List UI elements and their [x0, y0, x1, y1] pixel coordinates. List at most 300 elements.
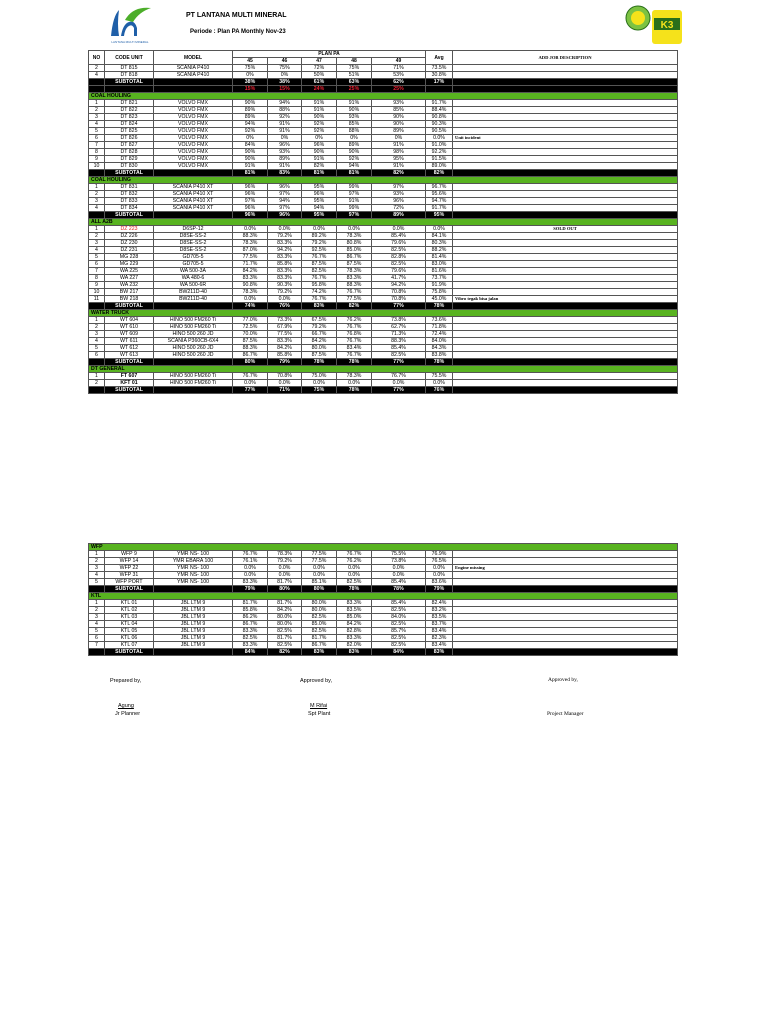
- table-row: [89, 324, 678, 331]
- cell-week-value: 85.1%: [302, 579, 337, 586]
- cell-code-unit: KTL 04: [105, 621, 154, 628]
- cell-week-value: 79.2%: [268, 233, 302, 240]
- table-row: [89, 142, 678, 149]
- cell-code-unit: WT 610: [105, 324, 154, 331]
- table-row: [89, 628, 678, 635]
- subtotal-label: SUBTOTAL: [105, 170, 154, 177]
- subtotal-value: 84%: [372, 649, 426, 656]
- cell-code-unit: KTL 03: [105, 614, 154, 621]
- table-row: [89, 579, 678, 586]
- cell-week-value: 90.3%: [268, 282, 302, 289]
- subtotal-avg: 78%: [426, 359, 453, 366]
- cell-week-value: 79.6%: [372, 268, 426, 275]
- cell-week-value: 83.3%: [268, 254, 302, 261]
- cell-no: 5: [89, 628, 105, 635]
- cell-week-value: 85.7%: [372, 628, 426, 635]
- cell-week-value: 79.2%: [268, 289, 302, 296]
- cell-avg: 91.7%: [426, 100, 453, 107]
- cell-week-value: 96%: [233, 205, 268, 212]
- cell-week-value: 86.7%: [302, 642, 337, 649]
- cell-model: VOLVO FMX: [154, 107, 233, 114]
- cell-week-value: 76.7%: [302, 296, 337, 303]
- cell-week-value: 89.2%: [302, 233, 337, 240]
- lantana-logo: [107, 6, 153, 46]
- cell-no: 2: [89, 65, 105, 72]
- cell-week-value: 86.7%: [337, 254, 372, 261]
- col-model: MODEL: [154, 51, 233, 65]
- cell-code-unit: DT 821: [105, 100, 154, 107]
- cell-model: D6SP-12: [154, 226, 233, 233]
- cell-week-value: 81.7%: [268, 579, 302, 586]
- cell-avg: 81.4%: [426, 254, 453, 261]
- section-header-row: [89, 593, 678, 600]
- cell-description: [453, 649, 678, 656]
- cell-description: [453, 156, 678, 163]
- cell-no: 3: [89, 114, 105, 121]
- section-label: COAL HOULING: [89, 93, 678, 100]
- table-row: [89, 635, 678, 642]
- cell-week-value: 91%: [268, 128, 302, 135]
- cell-week-value: 78.3%: [337, 233, 372, 240]
- cell-code-unit: WA 232: [105, 282, 154, 289]
- cell-description: Engine missing: [453, 565, 678, 572]
- cell-week-value: 85.0%: [337, 614, 372, 621]
- cell-week-value: 84.2%: [268, 607, 302, 614]
- cell-week-value: 88.3%: [372, 338, 426, 345]
- cell-week-value: 82.5%: [372, 607, 426, 614]
- cell-no: 1: [89, 184, 105, 191]
- cell-description: [453, 142, 678, 149]
- section-header-row: [89, 310, 678, 317]
- prepared-by-title: Jr Planner: [115, 711, 141, 717]
- table-row: [89, 275, 678, 282]
- cell-no: 1: [89, 100, 105, 107]
- cell-avg: 81.6%: [426, 268, 453, 275]
- cell-code-unit: DT 826: [105, 135, 154, 142]
- cell-week-value: 79.2%: [268, 558, 302, 565]
- cell-week-value: 96%: [233, 191, 268, 198]
- cell-week-value: 83.5%: [337, 607, 372, 614]
- cell-description: [453, 163, 678, 170]
- cell-week-value: 97%: [233, 198, 268, 205]
- cell-week-value: 75%: [233, 65, 268, 72]
- cell-week-value: 77.5%: [337, 296, 372, 303]
- subtotal-value: 83%: [302, 303, 337, 310]
- cell-model: YMR NS- 100: [154, 572, 233, 579]
- approved-by-label: Approved by,: [300, 678, 333, 684]
- cell-week-value: 76.7%: [337, 324, 372, 331]
- cell-no: [89, 212, 105, 219]
- cell-no: 11: [89, 296, 105, 303]
- cell-description: [453, 572, 678, 579]
- cell-code-unit: DZ 226: [105, 233, 154, 240]
- cell-description: [453, 86, 678, 93]
- cell-week-value: 94%: [302, 205, 337, 212]
- cell-description: [453, 324, 678, 331]
- cell-week-value: 75.5%: [372, 551, 426, 558]
- cell-avg: 45.0%: [426, 296, 453, 303]
- cell-week-value: 78.3%: [268, 551, 302, 558]
- cell-model: WA 500-6R: [154, 282, 233, 289]
- cell-week-value: 0%: [268, 135, 302, 142]
- cell-avg: 0.0%: [426, 226, 453, 233]
- subtotal-avg: 79%: [426, 586, 453, 593]
- cell-week-value: 94%: [268, 198, 302, 205]
- cell-no: [89, 303, 105, 310]
- cell-week-value: 89%: [337, 142, 372, 149]
- cell-no: [89, 586, 105, 593]
- cell-no: 7: [89, 642, 105, 649]
- cell-week-value: 78.3%: [233, 289, 268, 296]
- cell-week-value: 72%: [372, 205, 426, 212]
- subtotal-value: 78%: [302, 359, 337, 366]
- cell-week-value: 87.5%: [302, 352, 337, 359]
- cell-description: [453, 317, 678, 324]
- subtotal-avg: 83%: [426, 649, 453, 656]
- cell-model: SCANIA P410: [154, 65, 233, 72]
- cell-avg: 0.0%: [426, 572, 453, 579]
- cell-no: 6: [89, 635, 105, 642]
- cell-week-value: 62.7%: [372, 324, 426, 331]
- cell-week-value: 77.5%: [302, 551, 337, 558]
- cell-week-value: 85.4%: [372, 233, 426, 240]
- cell-model: JBL LTM 9: [154, 600, 233, 607]
- cell-week-value: 78.3%: [233, 240, 268, 247]
- cell-week-value: 99%: [337, 205, 372, 212]
- subtotal-value: 78%: [337, 359, 372, 366]
- cell-week-value: 72%: [302, 65, 337, 72]
- subtotal-value: 95%: [302, 212, 337, 219]
- cell-no: 5: [89, 579, 105, 586]
- section-label: COAL HOULING: [89, 177, 678, 184]
- cell-model: WA 480-6: [154, 275, 233, 282]
- table-row: [89, 380, 678, 387]
- cell-week-value: 82.5%: [233, 635, 268, 642]
- cell-week-value: 82.5%: [372, 352, 426, 359]
- table-header-row: [89, 51, 678, 58]
- subtotal-value: 38%: [233, 79, 268, 86]
- cell-model: D8SE-SS-2: [154, 247, 233, 254]
- cell-no: [89, 387, 105, 394]
- cell-week-value: 90%: [302, 114, 337, 121]
- cell-avg: 80.3%: [426, 240, 453, 247]
- cell-model: HINO 500 FM260 Ti: [154, 380, 233, 387]
- cell-no: 4: [89, 572, 105, 579]
- cell-week-value: 90.8%: [233, 282, 268, 289]
- cell-avg: 90.8%: [426, 114, 453, 121]
- cell-week-value: 0.0%: [372, 572, 426, 579]
- cell-week-value: 85.4%: [372, 600, 426, 607]
- cell-week-value: 0.0%: [268, 226, 302, 233]
- table-row: [89, 317, 678, 324]
- cell-week-value: 82.5%: [268, 642, 302, 649]
- cell-week-value: 0%: [233, 72, 268, 79]
- cell-week-value: 70.8%: [372, 296, 426, 303]
- cell-description: [453, 79, 678, 86]
- cell-model: BW211D-40: [154, 289, 233, 296]
- cell-avg: 83.4%: [426, 628, 453, 635]
- cell-week-value: 97%: [268, 191, 302, 198]
- cell-code-unit: WFP 31: [105, 572, 154, 579]
- table-row: [89, 128, 678, 135]
- cell-avg: 83.2%: [426, 607, 453, 614]
- cell-avg: 84.0%: [426, 338, 453, 345]
- approved-by-title-2: Project Manager: [547, 711, 584, 717]
- cell-week-value: 82.5%: [302, 614, 337, 621]
- cell-no: 2: [89, 380, 105, 387]
- cell-model: [154, 586, 233, 593]
- cell-week-value: 70.0%: [233, 331, 268, 338]
- cell-week-value: 0%: [337, 135, 372, 142]
- cell-week-value: 80.8%: [337, 240, 372, 247]
- cell-week-value: 89%: [372, 128, 426, 135]
- cell-week-value: 88.3%: [233, 233, 268, 240]
- table-row: [89, 614, 678, 621]
- subtotal-row: [89, 387, 678, 394]
- cell-model: VOLVO FMX: [154, 142, 233, 149]
- cell-week-value: 92%: [337, 156, 372, 163]
- cell-model: JBL LTM 9: [154, 621, 233, 628]
- cell-week-value: 85.4%: [372, 579, 426, 586]
- cell-week-value: 76.7%: [337, 352, 372, 359]
- cell-week-value: 89%: [268, 156, 302, 163]
- cell-week-value: 0.0%: [302, 226, 337, 233]
- cell-model: HINO 500 FM260 Ti: [154, 324, 233, 331]
- pa-table-support: [88, 543, 678, 656]
- cell-week-value: 88%: [268, 107, 302, 114]
- cell-avg: 92.2%: [426, 149, 453, 156]
- cell-code-unit: WT 609: [105, 331, 154, 338]
- cell-avg: 89.0%: [426, 163, 453, 170]
- cell-model: [154, 212, 233, 219]
- cell-week-value: 97%: [372, 184, 426, 191]
- cell-no: [89, 359, 105, 366]
- subtotal-value: 82%: [268, 649, 302, 656]
- table-row: [89, 191, 678, 198]
- subtotal-value: 62%: [372, 79, 426, 86]
- cell-code-unit: DT 830: [105, 163, 154, 170]
- cell-model: YMR NS- 100: [154, 565, 233, 572]
- table-row: [89, 163, 678, 170]
- cell-week-value: 89%: [233, 107, 268, 114]
- cell-no: 4: [89, 247, 105, 254]
- table-row: [89, 642, 678, 649]
- cell-week-value: 71.7%: [233, 261, 268, 268]
- cell-week-value: 91%: [302, 100, 337, 107]
- cell-no: 1: [89, 551, 105, 558]
- section-header-row: [89, 93, 678, 100]
- cell-week-value: 89%: [233, 114, 268, 121]
- cell-model: JBL LTM 9: [154, 614, 233, 621]
- cell-description: [453, 275, 678, 282]
- cell-no: 2: [89, 107, 105, 114]
- cell-week-value: 83.3%: [233, 628, 268, 635]
- cell-model: [154, 359, 233, 366]
- table-row: [89, 338, 678, 345]
- cell-model: VOLVO FMX: [154, 114, 233, 121]
- cell-no: 7: [89, 268, 105, 275]
- cell-week-value: 81.7%: [268, 635, 302, 642]
- cell-description: [453, 380, 678, 387]
- cell-no: 4: [89, 72, 105, 79]
- cell-description: [453, 289, 678, 296]
- cell-no: 7: [89, 142, 105, 149]
- cell-model: VOLVO FMX: [154, 121, 233, 128]
- cell-code-unit: DT 831: [105, 184, 154, 191]
- cell-week-value: 0.0%: [233, 296, 268, 303]
- cell-week-value: 96%: [372, 198, 426, 205]
- subtotal-value: 77%: [372, 387, 426, 394]
- cell-no: [89, 86, 105, 93]
- table-row: [89, 558, 678, 565]
- section-header-row: [89, 366, 678, 373]
- cell-avg: 73.5%: [426, 65, 453, 72]
- cell-week-value: 95%: [372, 156, 426, 163]
- cell-week-value: 90%: [233, 100, 268, 107]
- cell-no: 4: [89, 621, 105, 628]
- cell-week-value: 83.3%: [337, 275, 372, 282]
- cell-description: [453, 387, 678, 394]
- subtotal-value: 38%: [268, 79, 302, 86]
- cell-week-value: 93%: [372, 100, 426, 107]
- subtotal-value: 74%: [233, 303, 268, 310]
- cell-model: JBL LTM 9: [154, 628, 233, 635]
- subtotal-label: SUBTOTAL: [105, 212, 154, 219]
- cell-week-value: 76.7%: [233, 373, 268, 380]
- cell-no: 2: [89, 607, 105, 614]
- cell-week-value: 0.0%: [337, 380, 372, 387]
- cell-code-unit: KTL 05: [105, 628, 154, 635]
- cell-avg: 84.3%: [426, 345, 453, 352]
- prepared-by-label: Prepared by,: [110, 678, 142, 684]
- cell-no: 2: [89, 324, 105, 331]
- cell-week-value: 92%: [302, 121, 337, 128]
- subtotal-value: 81%: [302, 170, 337, 177]
- cell-model: JBL LTM 9: [154, 607, 233, 614]
- subtotal-label: SUBTOTAL: [105, 79, 154, 86]
- cell-week-value: 94%: [337, 163, 372, 170]
- subtotal-value: 83%: [268, 170, 302, 177]
- cell-week-value: 73.8%: [372, 558, 426, 565]
- cell-week-value: 76.7%: [233, 551, 268, 558]
- cell-week-value: 79.6%: [372, 240, 426, 247]
- cell-week-value: 96%: [233, 184, 268, 191]
- cell-no: 1: [89, 317, 105, 324]
- cell-model: GD705-5: [154, 254, 233, 261]
- cell-week-value: 78.3%: [337, 268, 372, 275]
- cell-week-value: 82.5%: [372, 621, 426, 628]
- svg-text:LANTANA MULTI MINERAL: LANTANA MULTI MINERAL: [111, 40, 149, 44]
- cell-description: [453, 240, 678, 247]
- cell-week-value: 90%: [337, 149, 372, 156]
- cell-description: [453, 107, 678, 114]
- cell-week-value: 0.0%: [268, 380, 302, 387]
- cell-model: HINO 500 260 JD: [154, 331, 233, 338]
- table-row: [89, 331, 678, 338]
- cell-model: YMR NS- 100: [154, 579, 233, 586]
- cell-week-value: 84.2%: [268, 345, 302, 352]
- col-plan-pa: PLAN PA: [233, 51, 426, 58]
- cell-model: HINO 500 FM260 Ti: [154, 317, 233, 324]
- cell-week-value: 91%: [268, 121, 302, 128]
- cell-week-value: 75%: [268, 65, 302, 72]
- table-row: [89, 226, 678, 233]
- cell-avg: 91.5%: [426, 156, 453, 163]
- cell-no: 6: [89, 261, 105, 268]
- subtotal-value: 77%: [372, 359, 426, 366]
- table-row: [89, 352, 678, 359]
- cell-week-value: 84%: [233, 142, 268, 149]
- subtotal-avg: 82%: [426, 170, 453, 177]
- cell-week-value: 98%: [372, 149, 426, 156]
- cell-no: 3: [89, 614, 105, 621]
- cell-no: 9: [89, 156, 105, 163]
- cell-week-value: 81.7%: [302, 635, 337, 642]
- table-row: [89, 282, 678, 289]
- cell-week-value: 82.5%: [372, 261, 426, 268]
- approved-by-name: M Rifai: [310, 703, 328, 709]
- cell-avg: 83.0%: [426, 261, 453, 268]
- cell-no: 2: [89, 233, 105, 240]
- subtotal-label: [105, 86, 154, 93]
- svg-text:K3: K3: [660, 20, 674, 31]
- cell-code-unit: MG 228: [105, 254, 154, 261]
- cell-week-value: 0%: [233, 135, 268, 142]
- cell-week-value: 83.4%: [337, 345, 372, 352]
- cell-avg: 71.8%: [426, 324, 453, 331]
- cell-week-value: 90%: [372, 121, 426, 128]
- cell-week-value: 82.5%: [337, 579, 372, 586]
- company-name: PT LANTANA MULTI MINERAL: [186, 12, 287, 19]
- cell-code-unit: BW 218: [105, 296, 154, 303]
- report-header: [0, 0, 768, 50]
- subtotal-value: 82%: [337, 303, 372, 310]
- cell-week-value: 82%: [302, 163, 337, 170]
- cell-week-value: 82.8%: [372, 254, 426, 261]
- cell-week-value: 91%: [337, 198, 372, 205]
- cell-week-value: 77.5%: [302, 558, 337, 565]
- section-label: WATER TRUCK: [89, 310, 678, 317]
- subtotal-value: 77%: [372, 303, 426, 310]
- subtotal-avg: 17%: [426, 79, 453, 86]
- cell-week-value: 91%: [268, 163, 302, 170]
- subtotal-avg: [426, 86, 453, 93]
- subtotal-avg: 76%: [426, 387, 453, 394]
- cell-code-unit: WFP PORT: [105, 579, 154, 586]
- cell-avg: 0.0%: [426, 565, 453, 572]
- cell-week-value: 81.7%: [233, 600, 268, 607]
- cell-description: [453, 114, 678, 121]
- cell-week-value: 70.8%: [268, 373, 302, 380]
- subtotal-avg: 95%: [426, 212, 453, 219]
- table-row: [89, 100, 678, 107]
- cell-model: JBL LTM 9: [154, 642, 233, 649]
- cell-avg: 83.5%: [426, 614, 453, 621]
- cell-description: [453, 345, 678, 352]
- section-header-row: [89, 219, 678, 226]
- cell-week-value: 92%: [268, 114, 302, 121]
- cell-description: [453, 128, 678, 135]
- cell-week-value: 95%: [302, 184, 337, 191]
- cell-avg: 91.9%: [426, 282, 453, 289]
- table-row: [89, 572, 678, 579]
- cell-model: YMR NS- 100: [154, 551, 233, 558]
- prepared-by-name: Agung: [118, 703, 134, 709]
- cell-week-value: 51%: [337, 72, 372, 79]
- cell-week-value: 95%: [302, 198, 337, 205]
- cell-model: VOLVO FMX: [154, 135, 233, 142]
- cell-no: 2: [89, 558, 105, 565]
